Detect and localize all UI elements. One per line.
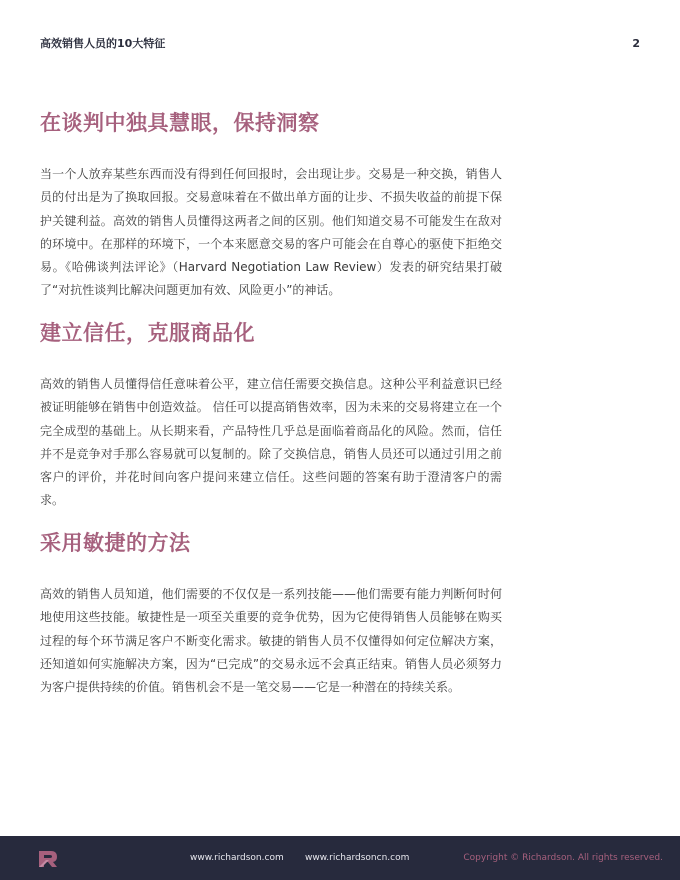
section-trust xyxy=(40,319,502,513)
document-title: 高效销售人员的10大特征 xyxy=(40,37,166,50)
website-link[interactable]: www.richardson.com xyxy=(190,853,284,863)
copyright-notice: Copyright © Richardson. All rights reserved. xyxy=(463,853,663,863)
section-agility xyxy=(40,529,502,699)
page-number: 2 xyxy=(632,37,640,50)
page-footer xyxy=(0,836,680,880)
section-paragraph: 高效的销售人员懂得信任意味着公平，建立信任需要交换信息。这种公平利益意识已经被证明能够在销售中创造效益。 信任可以提高销售效率，因为未来的交易将建立在一个完全成型的基础上。从长期来看，产品特性几乎总是面临着商品化的风险。然而，信任并不是竞争对手那么容易就可以复制的。除了交换信息，销售人员还可以通过引用之前客户的评价，并花时间向客户提问来建立信任。这些问题的答案有助于澄清客户的需求。 xyxy=(40,377,502,508)
section-paragraph: 当一个人放弃某些东西而没有得到任何回报时，会出现让步。交易是一种交换，销售人员的付出是为了换取回报。交易意味着在不做出单方面的让步、不损失收益的前提下保护关键利益。高效的销售人员懂得这两者之间的区别。他们知道交易不可能发生在敌对的环境中。在那样的环境下，一个本来愿意交易的客户可能会在自尊心的驱使下拒绝交易。《哈佛谈判法评论》（Harvard Negotiation Law Review）发表的研究结果打破了“对抗性谈判比解决问题更加有效、风险更小”的神话。 xyxy=(40,167,502,298)
website-link-cn[interactable]: www.richardsoncn.com xyxy=(305,853,410,863)
section-negotiation xyxy=(40,109,502,303)
section-paragraph: 高效的销售人员知道，他们需要的不仅仅是一系列技能——他们需要有能力判断何时何地使用这些技能。敏捷性是一项至关重要的竞争优势，因为它使得销售人员能够在购买过程的每个环节满足客户不断变化需求。敏捷的销售人员不仅懂得如何定位解决方案，还知道如何实施解决方案，因为“已完成”的交易永远不会真正结束。销售人员必须努力为客户提供持续的价值。销售机会不是一笔交易——它是一种潜在的持续关系。 xyxy=(40,587,502,695)
section-heading: 建立信任，克服商品化 xyxy=(40,321,255,345)
section-heading: 在谈判中独具慧眼，保持洞察 xyxy=(40,111,320,135)
section-heading: 采用敏捷的方法 xyxy=(40,531,191,555)
richardson-logo-icon xyxy=(37,849,59,869)
